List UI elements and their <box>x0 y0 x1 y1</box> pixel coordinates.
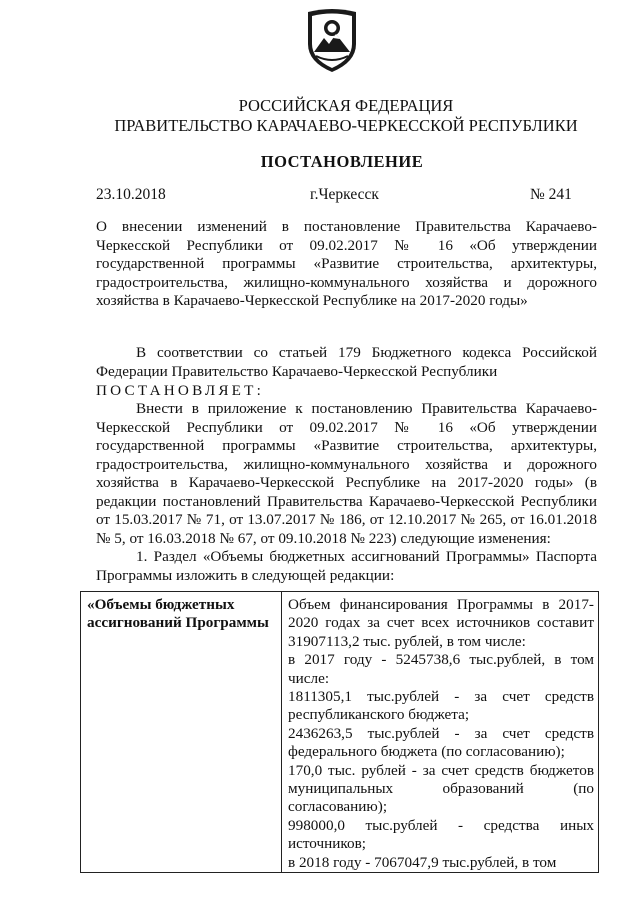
funding-line: 998000,0 тыс.рублей - средства иных источников; <box>288 816 594 853</box>
document-date: 23.10.2018 <box>96 186 166 203</box>
document-number: № 241 <box>530 186 572 203</box>
body-paragraph-2: 1. Раздел «Объемы бюджетных ассигнований Программы» Паспорта Программы изложить в следующей редакции: <box>96 548 597 584</box>
funding-line: Объем финансирования Программы в 2017-2020 годах за счет всех источников составит 31907113,2 тыс. рублей, в том числе: <box>288 596 594 650</box>
table-cell-section-name: «Объемы бюджетных ассигнований Программы <box>81 592 282 873</box>
funding-line: в 2018 году - 7067047,9 тыс.рублей, в том <box>288 853 557 871</box>
funding-line: 1811305,1 тыс.рублей - за счет средств республиканского бюджета; <box>288 688 594 724</box>
coat-of-arms-icon <box>302 8 362 74</box>
government-heading: ПРАВИТЕЛЬСТВО КАРАЧАЕВО-ЧЕРКЕССКОЙ РЕСПУБЛИКИ <box>114 116 578 135</box>
document-subject: О внесении изменений в постановление Правительства Карачаево-Черкесской Республики от 09.02.2017 № 16 «Об утверждении государственной программы «Развитие строительства, архитектуры, градостроительства, жилищно-коммунального хозяйства и дорожного хозяйства в Карачаево-Черкесской Республике на 2017-2020 годы» <box>96 218 597 309</box>
country-heading: РОССИЙСКАЯ ФЕДЕРАЦИЯ <box>238 96 454 115</box>
document-title: ПОСТАНОВЛЕНИЕ <box>260 152 424 171</box>
table-row <box>81 592 599 873</box>
table-cell-funding <box>282 592 599 873</box>
funding-line: в 2017 году - 5245738,6 тыс.рублей, в том числе: <box>288 651 594 687</box>
preamble-paragraph: В соответствии со статьей 179 Бюджетного кодекса Российской Федерации Правительство Карачаево-Черкесской Республики <box>96 344 597 380</box>
resolves-heading: ПОСТАНОВЛЯЕТ: <box>96 382 265 399</box>
funding-line: 2436263,5 тыс.рублей - за счет средств федерального бюджета (по согласованию); <box>288 724 594 761</box>
program-passport-table <box>80 591 599 873</box>
body-paragraph-1: Внести в приложение к постановлению Правительства Карачаево-Черкесской Республики от 09.02.2017 № 16 «Об утверждении государственной программы «Развитие строительства, архитектуры, градостроительства, жилищно-коммунального хозяйства и дорожного хозяйства в Карачаево-Черкесской Республике на 2017-2020 годы» (в редакции постановлений Правительства Карачаево-Черкесской Республики от 15.03.2017 № 71, от 13.07.2017 № 186, от 12.10.2017 № 265, от 16.01.2018 № 5, от 16.03.2018 № 67, от 09.10.2018 № 223) следующие изменения: <box>96 400 597 547</box>
document-city: г.Черкесск <box>310 186 379 203</box>
funding-line: 170,0 тыс. рублей - за счет средств бюджетов муниципальных образований (по согласованию); <box>288 761 594 816</box>
